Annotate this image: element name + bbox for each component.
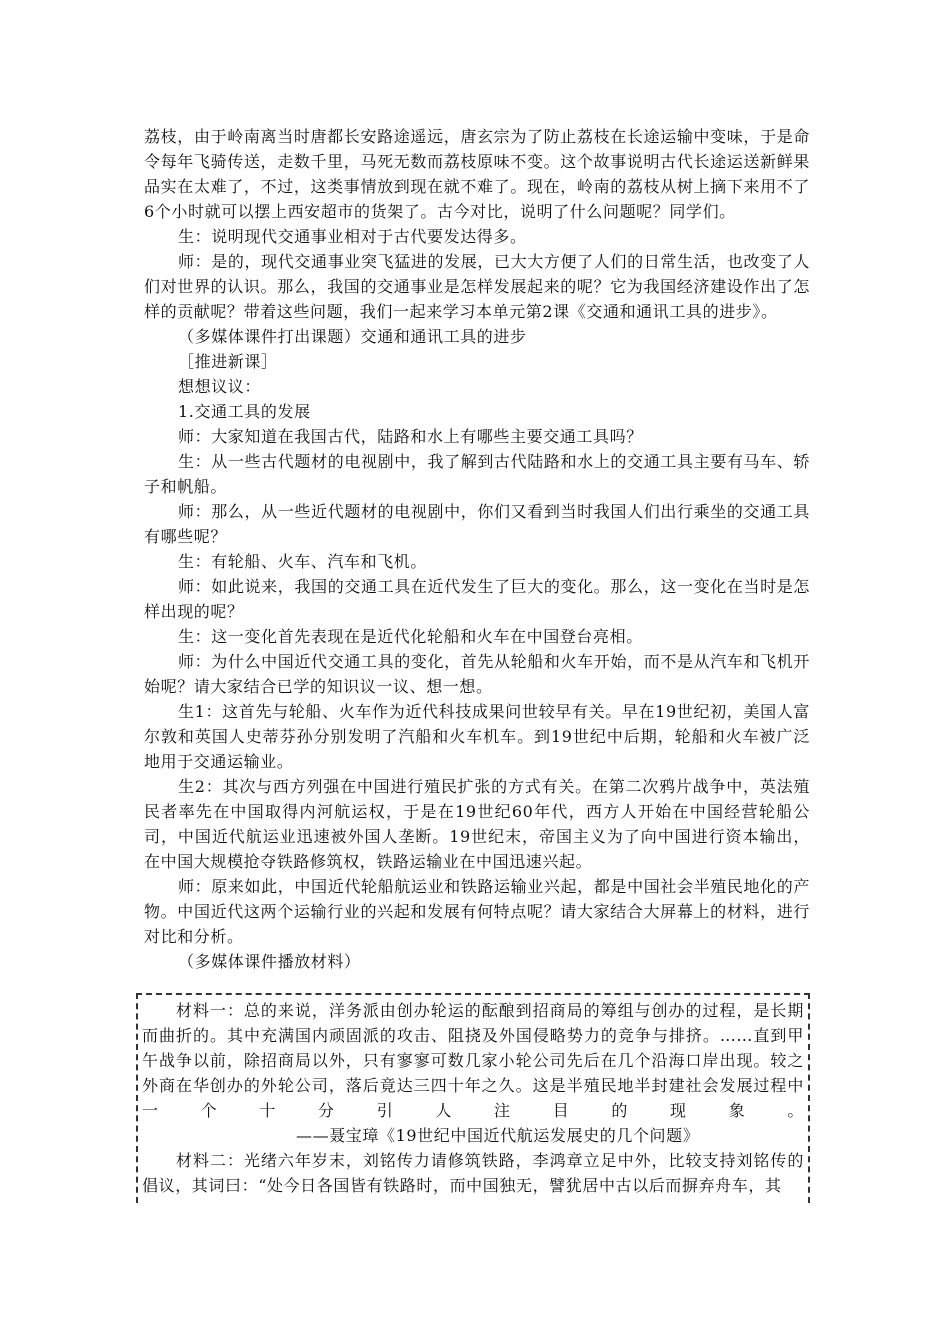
- section-heading: 想想议议：: [178, 377, 262, 396]
- multimedia-note: （多媒体课件播放材料）: [178, 952, 361, 971]
- section-heading: ［推进新课］: [178, 352, 278, 371]
- paragraph: 生：说明现代交通事业相对于古代要发达得多。: [178, 227, 527, 246]
- paragraph: 师：如此说来，我国的交通工具在近代发生了巨大的变化。那么，这一变化在当时是怎样出现的呢？: [144, 577, 810, 621]
- paragraph: 师：原来如此，中国近代轮船航运业和铁路运输业兴起，都是中国社会半殖民地化的产物。中国近代这两个运输行业的兴起和发展有何特点呢？请大家结合大屏幕上的材料，进行对比和分析。: [144, 877, 810, 946]
- paragraph: 师：那么，从一些近代题材的电视剧中，你们又看到当时我国人们出行乘坐的交通工具有哪些呢？: [144, 502, 810, 546]
- materials-box: [136, 993, 810, 1203]
- paragraph: （多媒体课件打出课题）交通和通讯工具的进步: [178, 327, 527, 346]
- paragraph: 荔枝，由于岭南离当时唐都长安路途遥远，唐玄宗为了防止荔枝在长途运输中变味，于是命令每年飞骑传送，走数千里，马死无数而荔枝原味不变。这个故事说明古代长途运送新鲜果品实在太难了，不过，这类事情放到现在就不难了。现在，岭南的荔枝从树上摘下来用不了6个小时就可以摆上西安超市的货架了。古今对比，说明了什么问题呢？同学们。: [144, 127, 810, 221]
- paragraph: 生：有轮船、火车、汽车和飞机。: [178, 552, 428, 571]
- paragraph: 生1：这首先与轮船、火车作为近代科技成果问世较早有关。早在19世纪初，美国人富尔敦和英国人史蒂芬孙分别发明了汽船和火车机车。到19世纪中后期，轮船和火车被广泛地用于交通运输业。: [144, 702, 810, 771]
- paragraph: 师：大家知道在我国古代，陆路和水上有哪些主要交通工具吗？: [178, 427, 643, 446]
- document-body: [144, 124, 810, 974]
- paragraph: 师：为什么中国近代交通工具的变化，首先从轮船和火车开始，而不是从汽车和飞机开始呢？请大家结合已学的知识议一议、想一想。: [144, 652, 810, 696]
- paragraph: 生2：其次与西方列强在中国进行殖民扩张的方式有关。在第二次鸦片战争中，英法殖民者率先在中国取得内河航运权，于是在19世纪60年代，西方人开始在中国经营轮船公司，中国近代航运业迅速被外国人垄断。19世纪末，帝国主义为了向中国进行资本输出，在中国大规模抢夺铁路修筑权，铁路运输业在中国迅速兴起。: [144, 777, 810, 871]
- material-one-source: ——聂宝璋《19世纪中国近代航运发展史的几个问题》: [296, 1126, 700, 1145]
- paragraph: 生：这一变化首先表现在是近代化轮船和火车在中国登台亮相。: [178, 627, 643, 646]
- paragraph: 生：从一些古代题材的电视剧中，我了解到古代陆路和水上的交通工具主要有马车、轿子和帆船。: [144, 452, 810, 496]
- section-heading: 1.交通工具的发展: [178, 402, 311, 421]
- material-one: [142, 998, 804, 1148]
- material-one-text: 材料一：总的来说，洋务派由创办轮运的酝酿到招商局的筹组与创办的过程，是长期而曲折的。其中充满国内顽固派的攻击、阻挠及外国侵略势力的竞争与排挤。……直到甲午战争以前，除招商局以外，只有寥寥可数几家小轮公司先后在几个沿海口岸出现。较之外商在华创办的外轮公司，落后竟达三四十年之久。这是半殖民地半封建社会发展过程中一个十分引人注目的现象。: [142, 1001, 804, 1120]
- paragraph: 师：是的，现代交通事业突飞猛进的发展，已大大方便了人们的日常生活，也改变了人们对世界的认识。那么，我国的交通事业是怎样发展起来的呢？它为我国经济建设作出了怎样的贡献呢？带着这些问题，我们一起来学习本单元第2课《交通和通讯工具的进步》。: [144, 252, 810, 321]
- material-two: 材料二：光绪六年岁末，刘铭传力请修筑铁路，李鸿章立足中外，比较支持刘铭传的倡议，其词曰：“处今日各国皆有铁路时，而中国独无，譬犹居中古以后而摒弃舟车，其: [142, 1151, 804, 1195]
